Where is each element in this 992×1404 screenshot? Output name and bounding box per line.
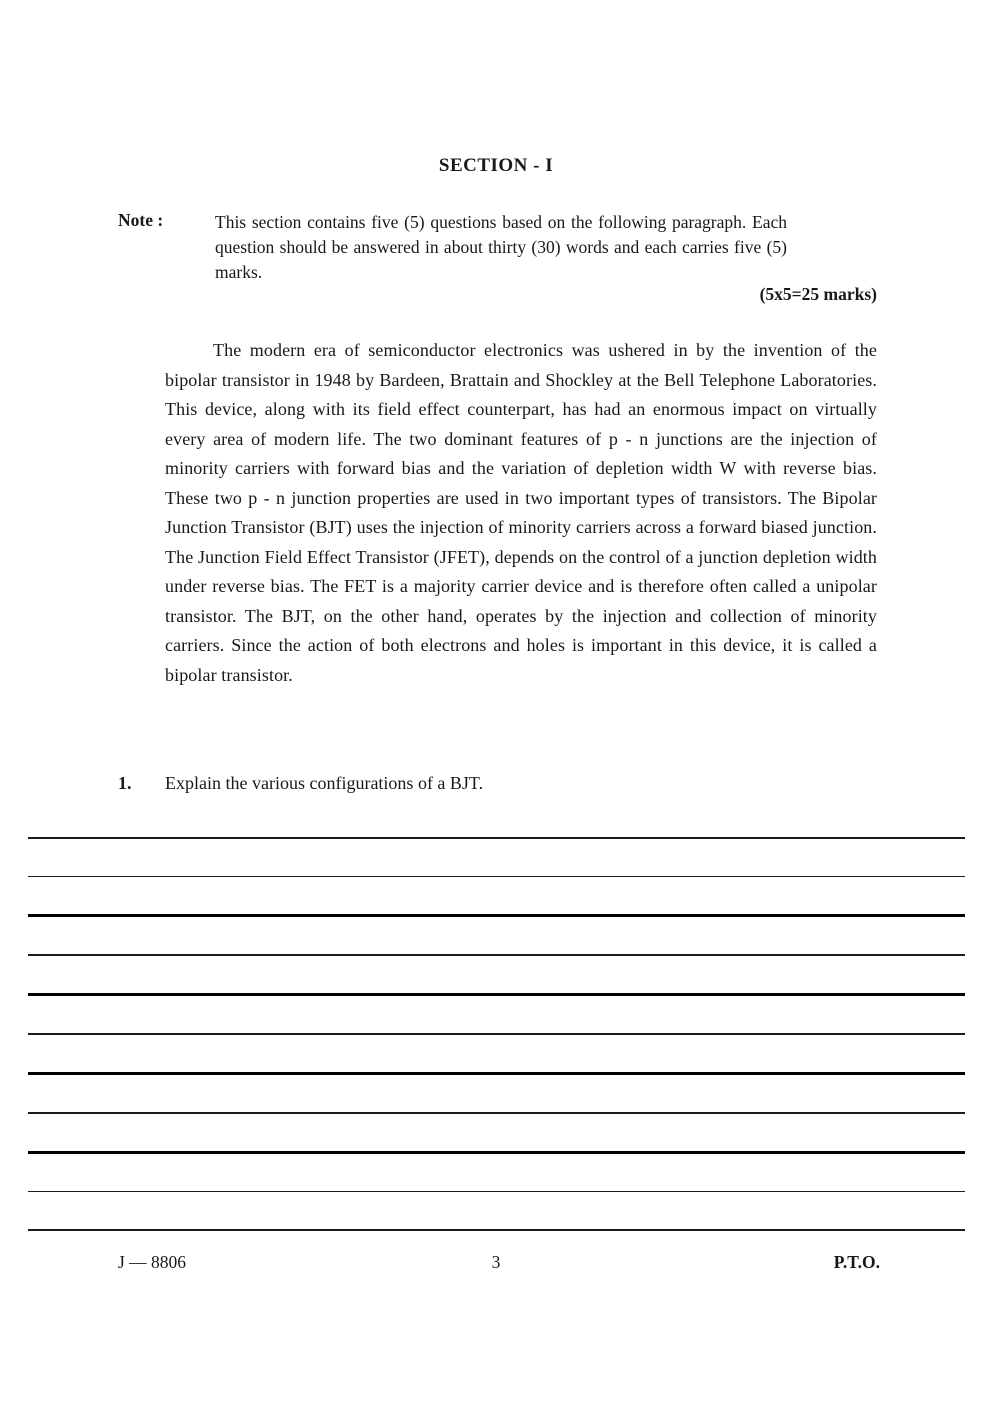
answer-line	[28, 1151, 965, 1154]
question-number: 1.	[118, 773, 132, 793]
answer-line	[28, 914, 965, 917]
answer-line	[28, 1229, 965, 1231]
answer-line	[28, 1072, 965, 1075]
note-text: This section contains five (5) questions based on the following paragraph. Each question should be answered in about thirty (30) words and each carries five (5) marks.	[215, 212, 787, 282]
answer-lines-area	[28, 837, 965, 1268]
answer-line	[28, 837, 965, 839]
marks-note: (5x5=25 marks)	[759, 284, 877, 304]
passage-paragraph: The modern era of semiconductor electronics was ushered in by the invention of the bipolar transistor in 1948 by Bardeen, Brattain and Shockley at the Bell Telephone Laboratories. This device, along with its field effect counterpart, has had an enormous impact on virtually every area of modern life. The two dominant features of p - n junctions are the injection of minority carriers with forward bias and the variation of depletion width W with reverse bias. These two p - n junction properties are used in two important types of transistors. The Bipolar Junction Transistor (BJT) uses the injection of minority carriers across a forward biased junction. The Junction Field Effect Transistor (JFET), depends on the control of a junction depletion width under reverse bias. The FET is a majority carrier device and is therefore often called a unipolar transistor. The BJT, on the other hand, operates by the injection and collection of minority carriers. Since the action of both electrons and holes is important in this device, it is called a bipolar transistor.	[165, 340, 877, 685]
note-label: Note :	[118, 210, 164, 230]
answer-line	[28, 954, 965, 956]
question-text: Explain the various configurations of a BJT.	[165, 773, 484, 793]
question-1	[118, 773, 878, 794]
footer-pto: P.T.O.	[833, 1252, 880, 1272]
footer-paper-code: J — 8806	[118, 1252, 187, 1272]
answer-line	[28, 993, 965, 996]
section-title: SECTION - I	[438, 155, 554, 176]
answer-line	[28, 876, 965, 878]
answer-line	[28, 1112, 965, 1114]
answer-line	[28, 1191, 965, 1193]
answer-line	[28, 1033, 965, 1035]
page-number: 3	[491, 1252, 501, 1272]
note-block	[118, 210, 878, 285]
